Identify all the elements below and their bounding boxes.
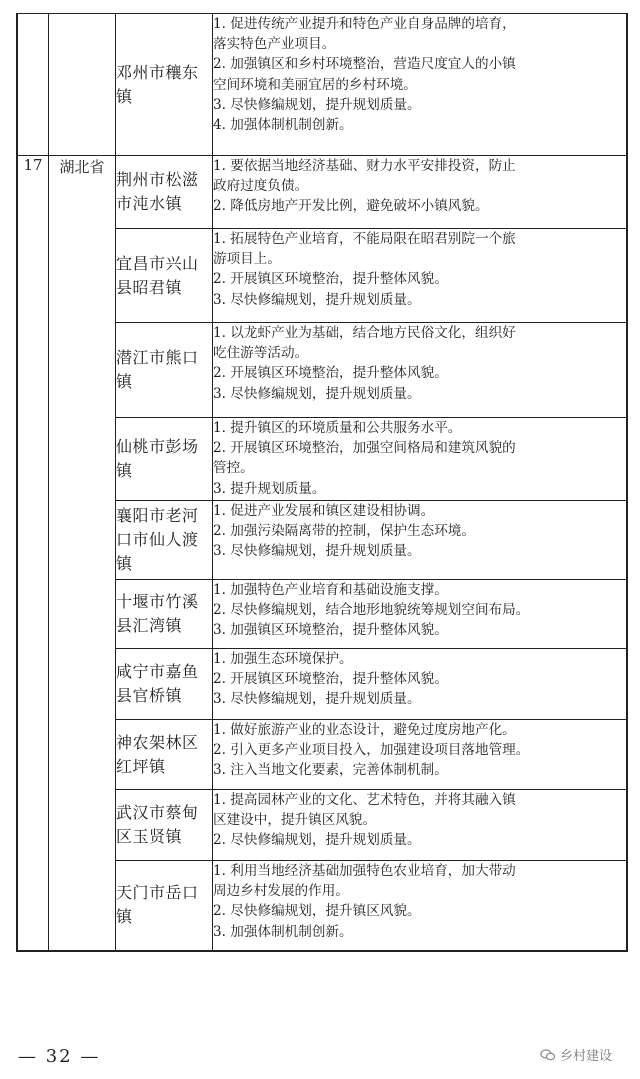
group-number: 17	[17, 156, 49, 951]
measure-line: 2. 降低房地产开发比例，避免破坏小镇风貌。	[213, 198, 489, 215]
measures-cell	[213, 14, 628, 156]
measure-line: 2. 尽快修编规划，提升规划质量。	[213, 832, 421, 849]
town-cell: 武汉市蔡甸区玉贤镇	[116, 790, 213, 861]
measures-cell	[213, 323, 628, 418]
measures-cell	[213, 790, 628, 861]
document-table	[16, 13, 628, 952]
measure-line: 1. 提高园林产业的文化、艺术特色，并将其融入镇	[213, 792, 516, 808]
number-cell-blank	[17, 14, 49, 156]
table-row	[17, 156, 627, 229]
measure-line: 1. 利用当地经济基础加强特色农业培育，加大带动	[213, 863, 516, 879]
measure-line: 区建设中，提升镇区风貌。	[213, 812, 377, 829]
measures-cell	[213, 501, 628, 580]
measure-line: 周边乡村发展的作用。	[213, 883, 349, 900]
measure-line: 2. 尽快修编规划，提升镇区风貌。	[213, 903, 421, 920]
page-number: — 32 —	[18, 1046, 101, 1067]
province-name: 湖北省	[49, 156, 116, 951]
measure-line: 3. 尽快修编规划，提升规划质量。	[213, 291, 421, 308]
town-cell: 邓州市穰东镇	[116, 14, 213, 156]
town-cell: 神农架林区红坪镇	[116, 720, 213, 790]
measure-line: 3. 尽快修编规划，提升规划质量。	[213, 543, 421, 560]
town-cell: 十堰市竹溪县汇湾镇	[116, 580, 213, 649]
measure-line: 2. 开展镇区环境整治，提升整体风貌。	[213, 271, 448, 288]
measure-line: 3. 加强体制机制创新。	[213, 923, 353, 940]
measure-line: 游项目上。	[213, 251, 281, 268]
measure-line: 3. 注入当地文化要素，完善体制机制。	[213, 762, 448, 779]
measure-line: 2. 加强镇区和乡村环境整治，营造尺度宜人的小镇	[213, 56, 516, 73]
wechat-icon	[540, 1049, 556, 1061]
measure-line: 1. 促进传统产业提升和特色产业自身品牌的培育，	[213, 16, 516, 32]
measure-line: 3. 提升规划质量。	[213, 480, 326, 497]
measure-line: 2. 开展镇区环境整治，加强空间格局和建筑风貌的	[213, 440, 516, 457]
measure-line: 3. 尽快修编规划，提升规划质量。	[213, 691, 421, 708]
measure-line: 1. 促进产业发展和镇区建设相协调。	[213, 503, 435, 519]
measure-line: 1. 以龙虾产业为基础，结合地方民俗文化，组织好	[213, 325, 516, 341]
measures-cell	[213, 418, 628, 501]
town-cell: 荆州市松滋市沌水镇	[116, 156, 213, 229]
measure-line: 1. 拓展特色产业培育，不能局限在昭君别院一个旅	[213, 231, 516, 247]
measure-line: 4. 加强体制机制创新。	[213, 117, 353, 134]
watermark-text: 乡村建设	[560, 1049, 613, 1064]
measure-line: 1. 加强特色产业培育和基础设施支撑。	[213, 582, 448, 598]
measure-line: 2. 引入更多产业项目投入，加强建设项目落地管理。	[213, 742, 530, 759]
town-cell: 襄阳市老河口市仙人渡镇	[116, 501, 213, 580]
measure-line: 3. 尽快修编规划，提升规划质量。	[213, 96, 421, 113]
measure-line: 1. 加强生态环境保护。	[213, 651, 353, 667]
town-cell: 天门市岳口镇	[116, 861, 213, 951]
measure-line: 落实特色产业项目。	[213, 36, 336, 53]
measure-line: 政府过度负债。	[213, 178, 309, 195]
measure-line: 2. 开展镇区环境整治，提升整体风貌。	[213, 365, 448, 382]
measure-line: 1. 做好旅游产业的业态设计，避免过度房地产化。	[213, 722, 516, 738]
province-cell-blank	[49, 14, 116, 156]
measure-line: 2. 加强污染隔离带的控制，保护生态环境。	[213, 523, 475, 540]
watermark	[540, 1045, 612, 1064]
table-body	[17, 14, 627, 951]
measure-line: 1. 要依据当地经济基础、财力水平安排投资，防止	[213, 158, 516, 174]
measure-line: 空间环境和美丽宜居的乡村环境。	[213, 76, 417, 93]
measures-cell	[213, 720, 628, 790]
measures-cell	[213, 861, 628, 951]
measures-cell	[213, 580, 628, 649]
measure-line: 3. 尽快修编规划，提升规划质量。	[213, 385, 421, 402]
town-cell: 咸宁市嘉鱼县官桥镇	[116, 649, 213, 720]
measure-line: 2. 开展镇区环境整治，提升整体风貌。	[213, 671, 448, 688]
measures-cell	[213, 649, 628, 720]
town-cell: 仙桃市彭场镇	[116, 418, 213, 501]
measure-line: 3. 加强镇区环境整治，提升整体风貌。	[213, 622, 448, 639]
town-cell: 宜昌市兴山县昭君镇	[116, 229, 213, 323]
town-cell: 潜江市熊口镇	[116, 323, 213, 418]
measures-cell	[213, 156, 628, 229]
table-row	[17, 14, 627, 156]
measures-cell	[213, 229, 628, 323]
measure-line: 2. 尽快修编规划，结合地形地貌统筹规划空间布局。	[213, 602, 530, 619]
measure-line: 管控。	[213, 460, 254, 477]
measure-line: 吃住游等活动。	[213, 345, 309, 362]
measure-line: 1. 提升镇区的环境质量和公共服务水平。	[213, 420, 462, 436]
